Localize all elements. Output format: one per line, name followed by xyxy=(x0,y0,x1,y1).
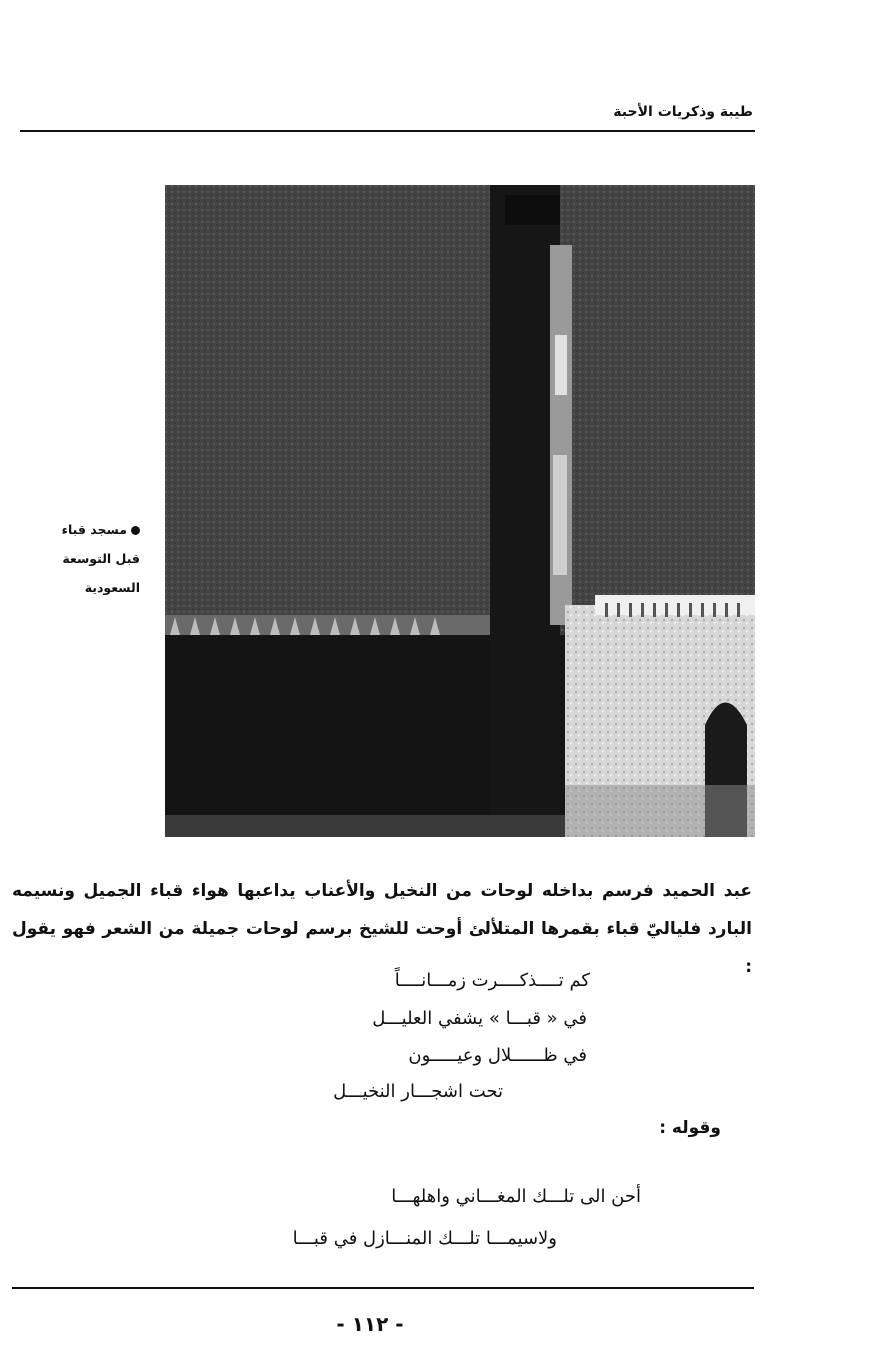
verse-line-4: تحت اشجـــار النخيـــل xyxy=(333,1081,503,1102)
caption-line-3: السعودية xyxy=(84,580,140,595)
verse-line-2: في « قبـــا » يشفي العليـــل xyxy=(372,1008,587,1029)
footer-divider xyxy=(12,1287,754,1289)
verse-line-6: ولاسيمـــا تلـــك المنـــازل في قبـــا xyxy=(292,1228,557,1249)
verse-line-1: كم تــــذكــــرت زمـــانــــاً xyxy=(394,970,590,991)
mosque-photo xyxy=(165,185,755,837)
caption-line-1 xyxy=(30,515,140,544)
bullet-icon xyxy=(131,526,140,535)
mosque-photo-icon xyxy=(165,185,755,837)
body-paragraph xyxy=(12,872,752,986)
running-header-title: طيبة وذكريات الأحبة xyxy=(613,104,753,120)
photo-caption xyxy=(30,515,140,602)
caption-text-1: مسجد قباء xyxy=(61,522,127,537)
verse-line-3: في ظــــــلال وعيـــــون xyxy=(408,1045,587,1066)
header-divider xyxy=(20,130,755,132)
caption-line-2: قبل التوسعة xyxy=(62,551,140,566)
paragraph-line-1: عبد الحميد فرسم بداخله لوحات من النخيل والأعناب يداعبها هواء قباء الجميل ونسيمه xyxy=(12,881,752,901)
transition-text: وقوله : xyxy=(659,1118,721,1138)
page-number: - ١١٢ - xyxy=(336,1312,404,1336)
verse-line-5: أحن الى تلـــك المغـــاني واهلهـــا xyxy=(391,1186,641,1207)
paragraph-line-2: البارد فلياليّ قباء بقمرها المتلألئ أوحت للشيخ برسم لوحات جميلة من الشعر فهو يقول : xyxy=(12,919,752,977)
